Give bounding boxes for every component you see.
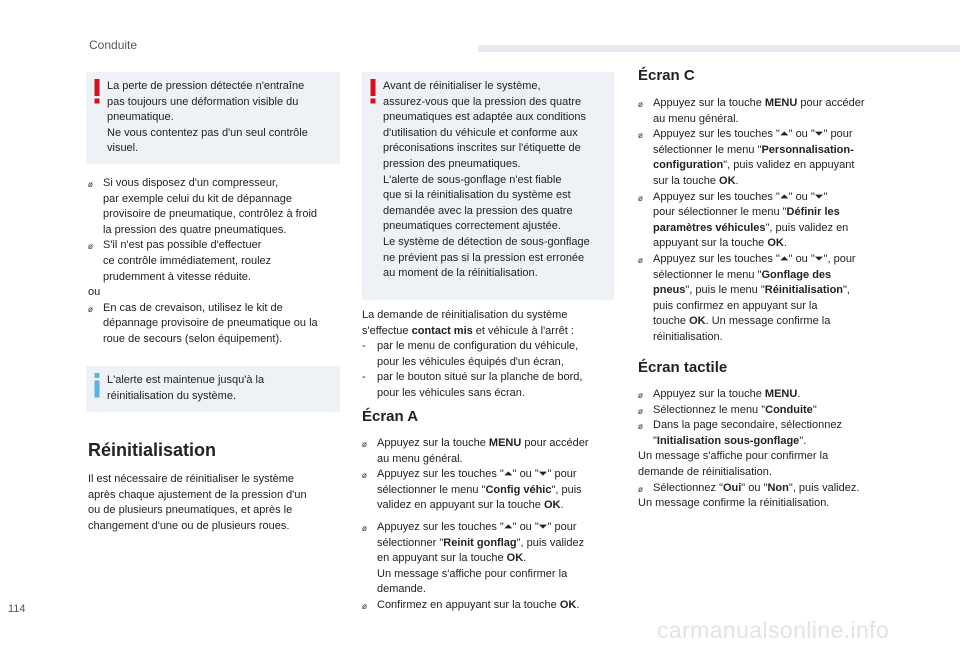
list-item-continued: dépannage provisoire de pneumatique ou la [103, 317, 318, 330]
list-item-continued: ce contrôle immédiatement, roulez [103, 254, 272, 267]
box-line: pneumatique. [107, 111, 174, 124]
warning-text [107, 79, 308, 157]
box-line: demandée avec la pression des quatre [383, 204, 573, 217]
list-item-continued: sélectionner le menu "Personnalisation- [653, 143, 854, 156]
page-number: 114 [8, 603, 26, 615]
exclamation-icon [92, 78, 102, 104]
list-item-continued: prudemment à vitesse réduite. [103, 270, 251, 283]
list-item-continued: au menu général. [653, 112, 739, 125]
box-line: pas toujours une déformation visible du [107, 95, 299, 108]
warning-box [362, 72, 614, 300]
list-item: ø Appuyez sur les touches "⏶" ou "⏷", pour [638, 252, 865, 268]
list-item-continued: au menu général. [377, 452, 463, 465]
list-item-continued: sélectionner le menu "Config véhic", puis [377, 483, 582, 496]
list-item: ø Dans la page secondaire, sélectionnez [638, 418, 859, 434]
section-title: Conduite [89, 38, 138, 52]
warning-text [383, 79, 590, 282]
list-item: ø Appuyez sur les touches "⏶" ou "⏷" pour [362, 520, 589, 536]
box-line: pneumatiques correctement ajustée. [383, 220, 561, 233]
box-line: que si la réinitialisation du système est [383, 189, 571, 202]
list-item-continued: pour sélectionner le menu "Définir les [653, 206, 840, 219]
paragraph-line: Un message s'affiche pour confirmer la [638, 450, 829, 463]
paragraph-line: après chaque ajustement de la pression d'un [88, 488, 307, 501]
list-item: ø Si vous disposez d'un compresseur, [88, 176, 318, 192]
or-separator: ou [88, 286, 101, 299]
paragraph-line: demande de réinitialisation. [638, 465, 772, 478]
box-line: au moment de la réinitialisation. [383, 267, 538, 280]
header-bar [478, 45, 960, 52]
screen-c-steps [638, 96, 865, 346]
list-item-continued: roue de secours (selon équipement). [103, 332, 283, 345]
list-item-continued: sélectionner "Reinit gonflag", puis validez [377, 536, 585, 549]
list-item: ø Appuyez sur les touches "⏶" ou "⏷" pour [362, 467, 589, 483]
list-item-continued: pneus", puis le menu "Réinitialisation", [653, 284, 850, 297]
list-item: ø Sélectionnez le menu "Conduite" [638, 403, 859, 419]
list-item: ø Sélectionnez "Oui" ou "Non", puis validez. [638, 481, 859, 497]
paragraph-line: Un message confirme la réinitialisation. [638, 497, 830, 510]
list-item-continued: validez en appuyant sur la touche OK. [377, 499, 564, 512]
box-line: La perte de pression détectée n'entraîne [107, 80, 305, 92]
list-item: ø Appuyez sur la touche MENU pour accéder [638, 96, 865, 112]
list-item: ø S'il n'est pas possible d'effectuer [88, 238, 318, 254]
list-item: ø En cas de crevaison, utilisez le kit de [88, 301, 318, 317]
box-line: Ne vous contentez pas d'un seul contrôle [107, 126, 308, 139]
screen-a-steps [362, 436, 589, 614]
watermark: carmanualsonline.info [657, 617, 890, 643]
list-item-continued: réinitialisation. [653, 330, 723, 343]
list-item-continued: puis confirmez en appuyant sur la [653, 299, 818, 312]
list-item: ø Appuyez sur les touches "⏶" ou "⏷" [638, 190, 865, 206]
list-item-continued: demande. [377, 583, 426, 596]
screen-c-heading: Écran C [638, 67, 695, 84]
box-line: Le système de détection de sous-gonflage [383, 235, 590, 248]
dash-item-continued: pour les véhicules sans écran. [377, 386, 525, 399]
list-item-continued: touche OK. Un message confirme la [653, 315, 831, 328]
paragraph-line: ou de plusieurs pneumatiques, et après le [88, 504, 293, 517]
list-item-continued: Un message s'affiche pour confirmer la [377, 567, 568, 580]
list-item-continued: en appuyant sur la touche OK. [377, 552, 527, 565]
dash-item: - par le bouton situé sur la planche de bord, [362, 370, 582, 386]
box-line: d'utilisation du véhicule et conforme aux [383, 126, 578, 139]
list-item-continued: appuyant sur la touche OK. [653, 237, 787, 250]
exclamation-icon [368, 78, 378, 104]
box-line: préconisations inscrites sur l'étiquette de [383, 142, 581, 155]
box-line: Avant de réinitialiser le système, [383, 80, 541, 92]
box-line: pression des pneumatiques. [383, 157, 521, 170]
box-line: L'alerte de sous-gonflage n'est fiable [383, 173, 562, 186]
list-item: ø Confirmez en appuyant sur la touche OK. [362, 598, 589, 614]
list-item-continued: par exemple celui du kit de dépannage [103, 192, 292, 205]
touchscreen-steps [638, 387, 859, 512]
info-icon [92, 372, 102, 398]
box-line: ne prévient pas si la pression est erronée [383, 251, 585, 264]
list-item-continued: configuration", puis validez en appuyant [653, 159, 855, 172]
list-item-continued: sélectionner le menu "Gonflage des [653, 268, 832, 281]
info-text [107, 373, 264, 404]
list-item-continued: la pression des quatre pneumatiques. [103, 223, 287, 236]
paragraph-line: Il est nécessaire de réinitialiser le système [88, 473, 295, 485]
intro-paragraph [88, 472, 307, 534]
list-item-continued: "Initialisation sous-gonflage". [653, 434, 807, 447]
info-box [86, 366, 340, 412]
reset-request [362, 308, 582, 402]
box-line: réinitialisation du système. [107, 389, 237, 402]
list-item: ø Appuyez sur la touche MENU. [638, 387, 859, 403]
list-item-continued: provisoire de pneumatique, contrôlez à froid [103, 208, 318, 221]
list-item: ø Appuyez sur la touche MENU pour accéder [362, 436, 589, 452]
list-item: ø Appuyez sur les touches "⏶" ou "⏷" pour [638, 127, 865, 143]
list-item-continued: sur la touche OK. [653, 174, 739, 187]
touchscreen-heading: Écran tactile [638, 359, 728, 376]
box-line: L'alerte est maintenue jusqu'à la [107, 374, 265, 386]
warning-box [86, 72, 340, 164]
paragraph-line: changement d'une ou de plusieurs roues. [88, 519, 290, 532]
paragraph-line: La demande de réinitialisation du système [362, 309, 568, 321]
dash-item: - par le menu de configuration du véhicule, [362, 339, 582, 355]
box-line: assurez-vous que la pression des quatre [383, 95, 582, 108]
paragraph-line: s'effectue contact mis et véhicule à l'arrêt : [362, 324, 574, 337]
screen-a-heading: Écran A [362, 408, 419, 425]
instructions [88, 176, 318, 348]
box-line: pneumatiques est adaptée aux conditions [383, 111, 587, 124]
box-line: visuel. [107, 142, 139, 155]
dash-item-continued: pour les véhicules équipés d'un écran, [377, 355, 564, 368]
section-heading: Réinitialisation [88, 440, 217, 460]
list-item-continued: paramètres véhicules", puis validez en [653, 221, 849, 234]
